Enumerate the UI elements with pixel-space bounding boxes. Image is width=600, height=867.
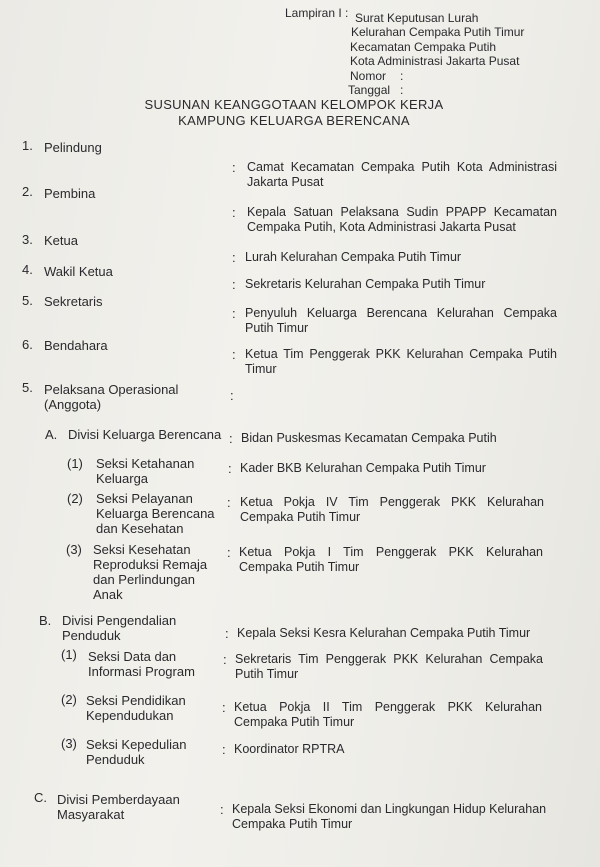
item-value: Kepala Satuan Pelaksana Sudin PPAPP Kecamatan Cempaka Putih, Kota Administrasi Jakarta Pusat (247, 205, 557, 234)
section-value: Ketua Pokja I Tim Penggerak PKK Kelurahan Cempaka Putih Timur (239, 545, 543, 574)
item-label: Pelaksana Operasional (Anggota) (44, 382, 179, 412)
item-colon: : (232, 306, 236, 321)
section-label: Seksi Pendidikan Kependudukan (86, 693, 186, 723)
item-colon: : (232, 160, 236, 175)
section-colon: : (227, 495, 231, 510)
item-colon: : (230, 388, 234, 403)
item-value: Camat Kecamatan Cempaka Putih Kota Administrasi Jakarta Pusat (247, 160, 557, 189)
header-line: Kecamatan Cempaka Putih (350, 40, 497, 54)
section-number: (2) (61, 692, 77, 707)
division-value: Kepala Seksi Kesra Kelurahan Cempaka Putih Timur (237, 626, 531, 640)
nomor-colon: : (400, 69, 404, 83)
section-number: (3) (61, 736, 77, 751)
section-colon: : (222, 742, 226, 757)
section-colon: : (222, 700, 226, 715)
item-label: Ketua (44, 233, 78, 248)
section-colon: : (227, 545, 231, 560)
header-line: Kelurahan Cempaka Putih Timur (351, 25, 525, 39)
item-value: Ketua Tim Penggerak PKK Kelurahan Cempaka Putih Timur (245, 347, 557, 376)
section-label: Seksi Pelayanan Keluarga Berencana dan Kesehatan (96, 491, 215, 536)
document-title-line1: SUSUNAN KEANGGOTAAN KELOMPOK KERJA (144, 97, 444, 112)
section-number: (1) (67, 456, 83, 471)
section-label: Seksi Kesehatan Reproduksi Remaja dan Perlindungan Anak (93, 542, 208, 602)
item-number: 2. (22, 184, 33, 199)
item-number: 6. (22, 337, 33, 352)
section-value: Koordinator RPTRA (234, 742, 345, 756)
division-letter: A. (45, 427, 58, 442)
item-colon: : (232, 347, 236, 362)
division-label: Divisi Pemberdayaan Masyarakat (57, 792, 180, 822)
item-colon: : (232, 250, 236, 265)
tanggal-label: Tanggal (348, 83, 391, 97)
item-label: Wakil Ketua (44, 264, 113, 279)
item-number: 4. (22, 262, 33, 277)
section-value: Kader BKB Kelurahan Cempaka Putih Timur (240, 461, 486, 475)
section-number: (2) (67, 491, 83, 506)
division-label: Divisi Pengendalian Penduduk (62, 613, 177, 643)
item-label: Bendahara (44, 338, 108, 353)
section-colon: : (223, 652, 227, 667)
division-value: Kepala Seksi Ekonomi dan Lingkungan Hidup Kelurahan Cempaka Putih Timur (232, 802, 547, 831)
division-letter: C. (34, 790, 47, 805)
item-label: Pembina (44, 186, 96, 201)
section-number: (3) (66, 542, 82, 557)
header-line: Kota Administrasi Jakarta Pusat (350, 54, 520, 68)
item-value: Lurah Kelurahan Cempaka Putih Timur (245, 250, 462, 264)
item-number: 5. (22, 380, 33, 395)
section-label: Seksi Data dan Informasi Program (88, 649, 195, 679)
division-letter: B. (39, 613, 52, 628)
section-colon: : (228, 461, 232, 476)
division-value: Bidan Puskesmas Kecamatan Cempaka Putih (241, 431, 497, 445)
item-label: Pelindung (44, 140, 102, 155)
document-title-line2: KAMPUNG KELUARGA BERENCANA (178, 113, 410, 128)
division-colon: : (220, 802, 224, 817)
section-label: Seksi Ketahanan Keluarga (96, 456, 195, 486)
item-value: Penyuluh Keluarga Berencana Kelurahan Cempaka Putih Timur (245, 306, 557, 335)
item-number: 1. (22, 138, 33, 153)
section-label: Seksi Kepedulian Penduduk (86, 737, 187, 767)
division-label: Divisi Keluarga Berencana (68, 427, 222, 442)
division-colon: : (229, 431, 233, 446)
division-colon: : (225, 626, 229, 641)
header-line: Surat Keputusan Lurah (355, 11, 479, 25)
item-number: 3. (22, 232, 33, 247)
lampiran-label: Lampiran I : (285, 6, 349, 20)
section-value: Ketua Pokja II Tim Penggerak PKK Kelurahan Cempaka Putih Timur (234, 700, 542, 729)
tanggal-colon: : (400, 83, 404, 97)
section-value: Sekretaris Tim Penggerak PKK Kelurahan Cempaka Putih Timur (235, 652, 543, 681)
nomor-label: Nomor (350, 69, 387, 83)
item-colon: : (232, 205, 236, 220)
item-value: Sekretaris Kelurahan Cempaka Putih Timur (245, 277, 486, 291)
item-number: 5. (22, 293, 33, 308)
item-label: Sekretaris (44, 294, 103, 309)
section-value: Ketua Pokja IV Tim Penggerak PKK Kelurahan Cempaka Putih Timur (240, 495, 544, 524)
item-colon: : (232, 277, 236, 292)
section-number: (1) (61, 647, 77, 662)
